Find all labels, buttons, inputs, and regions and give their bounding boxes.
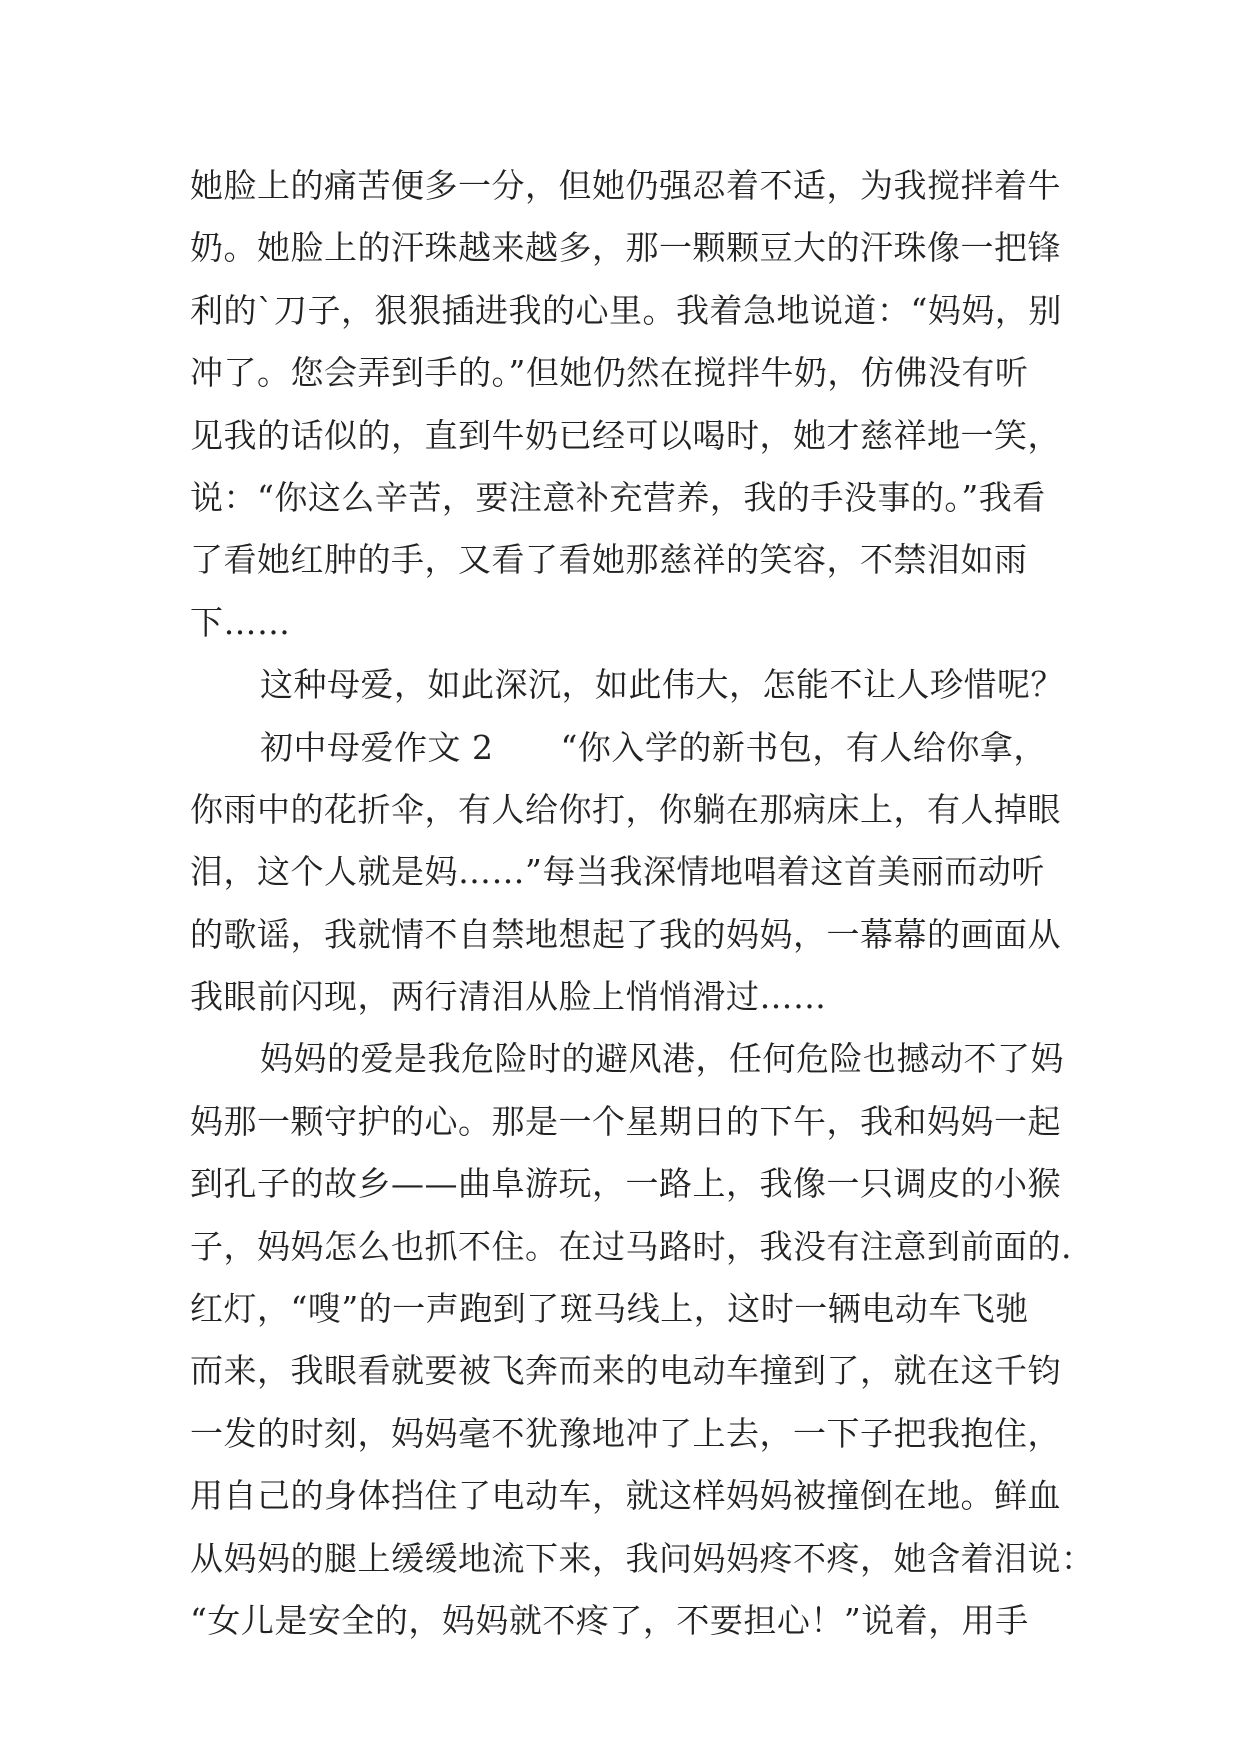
text-line: 妈那一颗守护的心。那是一个星期日的下午，我和妈妈一起 xyxy=(190,1101,1061,1141)
text-line: 到孔子的故乡——曲阜游玩，一路上，我像一只调皮的小猴 xyxy=(190,1164,1061,1204)
text-line: 一发的时刻，妈妈毫不犹豫地冲了上去，一下子把我抱住， xyxy=(190,1413,1061,1453)
text-line: 你雨中的花折伞，有人给你打，你躺在那病床上，有人掉眼 xyxy=(190,789,1061,829)
text-line: “女儿是安全的，妈妈就不疼了，不要担心！”说着，用手 xyxy=(190,1600,1029,1640)
text-line: 冲了。您会弄到手的。”但她仍然在搅拌牛奶，仿佛没有听 xyxy=(190,353,1029,393)
essay-heading-line: 初中母爱作文 2 “你入学的新书包，有人给你拿， xyxy=(260,727,1047,767)
text-line: 利的`刀子，狠狠插进我的心里。我着急地说道：“妈妈，别 xyxy=(190,290,1062,330)
text-line: 的歌谣，我就情不自禁地想起了我的妈妈，一幕幕的画面从 xyxy=(190,914,1061,954)
text-line: 了看她红肿的手，又看了看她那慈祥的笑容，不禁泪如雨 xyxy=(190,540,1028,580)
text-line: 从妈妈的腿上缓缓地流下来，我问妈妈疼不疼，她含着泪说： xyxy=(190,1538,1095,1578)
text-line: 下…… xyxy=(190,602,291,642)
text-line: 她脸上的痛苦便多一分，但她仍强忍着不适，为我搅拌着牛 xyxy=(190,166,1061,205)
text-line: 泪，这个人就是妈……”每当我深情地唱着这首美丽而动听 xyxy=(190,852,1045,892)
text-line: 而来，我眼看就要被飞奔而来的电动车撞到了，就在这千钧 xyxy=(190,1351,1061,1391)
text-line: 奶。她脸上的汗珠越来越多，那一颗颗豆大的汗珠像一把锋 xyxy=(190,228,1061,268)
text-line: 用自己的身体挡住了电动车，就这样妈妈被撞倒在地。鲜血 xyxy=(190,1476,1061,1516)
paragraph-line: 妈妈的爱是我危险时的避风港，任何危险也撼动不了妈 xyxy=(260,1039,1064,1079)
paragraph-line: 这种母爱，如此深沉，如此伟大，怎能不让人珍惜呢？ xyxy=(260,665,1064,705)
text-line: 红灯，“嗖”的一声跑到了斑马线上，这时一辆电动车飞驰 xyxy=(190,1289,1029,1329)
text-line: 我眼前闪现，两行清泪从脸上悄悄滑过…… xyxy=(190,977,827,1017)
text-line: 子，妈妈怎么也抓不住。在过马路时，我没有注意到前面的. xyxy=(190,1226,1072,1266)
text-line: 见我的话似的，直到牛奶已经可以喝时，她才慈祥地一笑， xyxy=(190,415,1061,455)
essay-text xyxy=(190,155,1095,1652)
text-line: 说：“你这么辛苦，要注意补充营养，我的手没事的。”我看 xyxy=(190,477,1046,517)
